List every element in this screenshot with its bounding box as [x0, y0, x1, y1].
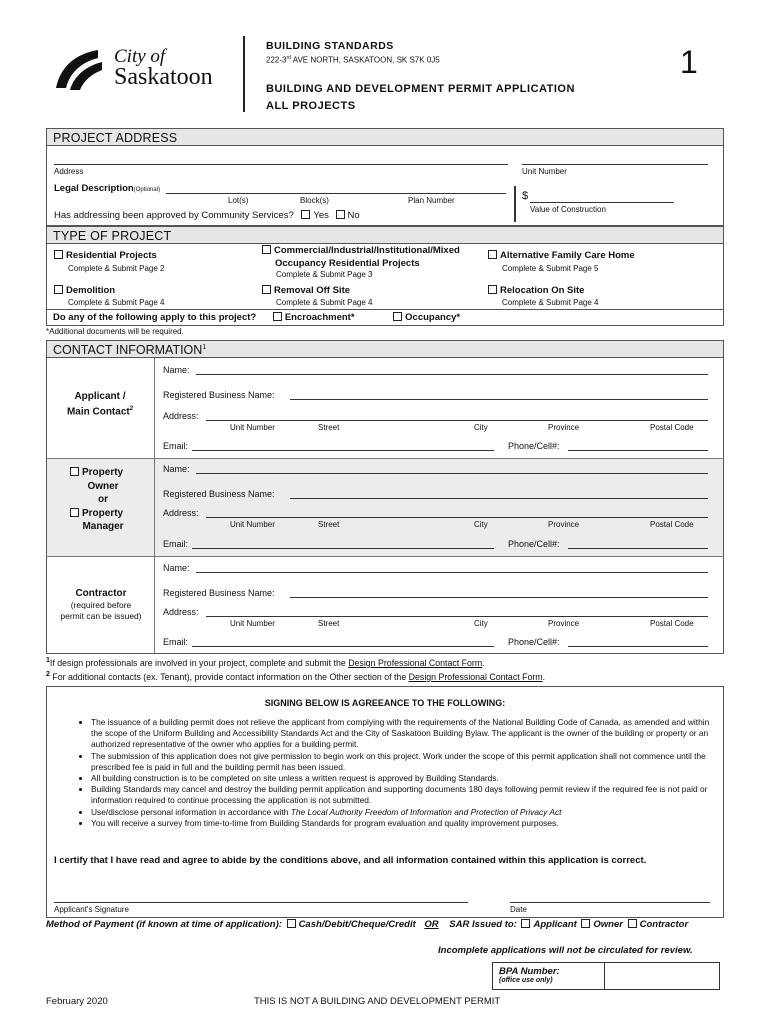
contractor-business-label: Registered Business Name:	[163, 588, 275, 598]
contractor-email-field[interactable]	[192, 646, 494, 647]
residential-checkbox[interactable]	[54, 250, 63, 259]
contractor-phone-label: Phone/Cell#:	[508, 637, 560, 647]
legal-description-field[interactable]	[166, 193, 506, 194]
owner-address-field[interactable]	[206, 517, 708, 518]
removal-sub: Complete & Submit Page 4	[276, 298, 373, 307]
owner-street-label: Street	[318, 520, 340, 529]
property-owner-checkbox[interactable]	[70, 467, 79, 476]
sar-owner-checkbox[interactable]	[581, 919, 590, 928]
term-item: • The issuance of a building permit does not relieve the applicant from complying with the requirements of the National Building Code of Canada, as amended and within the scope of the Uniform Building and Accessibility Standards Act and the City of Saskatoon Building Bylaw. The applicant is the owner of the building or property or an authorized representative of the owner who applies for a building permit.	[91, 717, 718, 751]
addressing-approved-question: Has addressing been approved by Community Services? Yes No	[54, 210, 360, 221]
property-manager-checkbox[interactable]	[70, 508, 79, 517]
dollar-sign: $	[522, 190, 529, 202]
applicant-province-label: Province	[548, 423, 580, 432]
applicant-name-label: Name:	[163, 365, 190, 375]
footnote-2: $^2$ For additional contacts (ex. Tenant), provide contact information on the Other section of the Design Professional Contact Form.	[46, 671, 546, 682]
demolition-sub: Complete & Submit Page 4	[68, 298, 165, 307]
payment-method-row: Method of Payment (if known at time of application): Cash/Debit/Cheque/Credit OR SAR Issued to: Applicant Owner Contractor	[46, 919, 689, 930]
owner-unit-label: Unit Number	[230, 520, 275, 529]
term-item: • Use/disclose personal information in accordance with The Local Authority Freedom of Information and Protection of Privacy Act	[91, 807, 718, 818]
demolition-checkbox[interactable]	[54, 285, 63, 294]
page-number: 1	[680, 44, 698, 80]
contractor-city-label: City	[474, 619, 488, 628]
applicant-street-label: Street	[318, 423, 340, 432]
applicant-city-label: City	[474, 423, 488, 432]
date-field[interactable]	[510, 902, 710, 903]
encroachment-checkbox[interactable]	[273, 312, 282, 321]
contractor-name-label: Name:	[163, 563, 190, 573]
residential-option[interactable]: Residential Projects	[54, 250, 157, 261]
owner-postal-label: Postal Code	[650, 520, 694, 529]
unit-number-label: Unit Number	[522, 167, 567, 176]
residential-sub: Complete & Submit Page 2	[68, 264, 165, 273]
contractor-postal-label: Postal Code	[650, 619, 694, 628]
unit-number-field[interactable]	[522, 164, 708, 165]
contact-divider-1	[46, 458, 724, 459]
relocation-sub: Complete & Submit Page 4	[502, 298, 599, 307]
demolition-option[interactable]: Demolition	[54, 285, 115, 296]
type-of-project-heading: TYPE OF PROJECT	[46, 226, 724, 244]
signature-field[interactable]	[54, 902, 468, 903]
header-divider	[243, 36, 245, 112]
owner-address-label: Address:	[163, 508, 199, 518]
design-professional-link-2[interactable]: Design Professional Contact Form	[408, 671, 543, 682]
relocation-option[interactable]: Relocation On Site	[488, 285, 584, 296]
not-a-permit-notice: THIS IS NOT A BUILDING AND DEVELOPMENT PERMIT	[254, 996, 501, 1007]
lots-label: Lot(s)	[228, 196, 249, 205]
legal-description-label: Legal Description(Optional)	[54, 183, 161, 194]
contractor-address-field[interactable]	[206, 616, 708, 617]
removal-option[interactable]: Removal Off Site	[262, 285, 350, 296]
applicant-email-label: Email:	[163, 441, 189, 451]
bpa-number-label: BPA Number:	[499, 966, 560, 977]
removal-checkbox[interactable]	[262, 285, 271, 294]
owner-name-label: Name:	[163, 464, 190, 474]
contractor-business-field[interactable]	[290, 597, 708, 598]
block-label: Block(s)	[300, 196, 329, 205]
logo-city-of: City of	[114, 46, 166, 67]
contact-divider-2	[46, 556, 724, 557]
owner-phone-field[interactable]	[568, 548, 708, 549]
contractor-unit-label: Unit Number	[230, 619, 275, 628]
logo-saskatoon: Saskatoon	[114, 64, 213, 90]
alternative-family-checkbox[interactable]	[488, 250, 497, 259]
contact-info-heading: CONTACT INFORMATION$^1$	[46, 340, 724, 358]
department-address: 222-3rd AVE NORTH, SASKATOON, SK S7K 0J5	[266, 55, 440, 65]
plan-number-label: Plan Number	[408, 196, 455, 205]
address-label: Address	[54, 167, 84, 176]
relocation-checkbox[interactable]	[488, 285, 497, 294]
signature-label: Applicant's Signature	[54, 905, 129, 914]
form-date: February 2020	[46, 996, 108, 1007]
owner-phone-label: Phone/Cell#:	[508, 539, 560, 549]
commercial-sub: Complete & Submit Page 3	[276, 270, 373, 279]
contractor-name-field[interactable]	[196, 572, 708, 573]
bpa-number-box[interactable]	[492, 962, 720, 990]
applicant-postal-label: Postal Code	[650, 423, 694, 432]
contact-col-divider	[154, 358, 155, 654]
owner-email-field[interactable]	[192, 548, 494, 549]
contractor-street-label: Street	[318, 619, 340, 628]
applicant-phone-field[interactable]	[568, 450, 708, 451]
value-of-construction-label: Value of Construction	[530, 205, 606, 214]
owner-name-field[interactable]	[196, 473, 708, 474]
owner-email-label: Email:	[163, 539, 189, 549]
alternative-family-sub: Complete & Submit Page 5	[502, 264, 599, 273]
applicant-business-label: Registered Business Name:	[163, 390, 275, 400]
form-title: BUILDING AND DEVELOPMENT PERMIT APPLICATION ALL PROJECTS	[266, 83, 575, 112]
owner-province-label: Province	[548, 520, 580, 529]
term-item: • Building Standards may cancel and destroy the building permit application and supporting documents 180 days following permit review if the required fee is not paid or information required to continue processing the application is not submitted.	[91, 784, 718, 806]
yes-checkbox[interactable]	[301, 210, 310, 219]
footnote-1: $^1$If design professionals are involved in your project, complete and submit the Design Professional Contact Form.	[46, 657, 485, 668]
agreement-heading: SIGNING BELOW IS AGREEANCE TO THE FOLLOWING:	[264, 698, 506, 708]
contractor-address-label: Address:	[163, 607, 199, 617]
term-item: • The submission of this application does not give permission to begin work on this project. Work under the scope of this permit application shall not commence until the prescribed fee is paid in full and the building permit has been issued.	[91, 751, 718, 773]
sar-contractor-checkbox[interactable]	[628, 919, 637, 928]
alternative-family-option[interactable]: Alternative Family Care Home	[488, 250, 635, 261]
applicant-label: Applicant / Main Contact$^2$	[66, 391, 134, 418]
applicant-phone-label: Phone/Cell#:	[508, 441, 560, 451]
office-use-label: (office use only)	[499, 977, 553, 984]
cash-checkbox[interactable]	[287, 919, 296, 928]
commercial-checkbox[interactable]	[262, 245, 271, 254]
applicant-email-field[interactable]	[192, 450, 494, 451]
no-checkbox[interactable]	[336, 210, 345, 219]
incomplete-notice: Incomplete applications will not be circulated for review.	[438, 945, 693, 956]
date-label: Date	[510, 905, 527, 914]
value-of-construction-field[interactable]	[530, 202, 674, 203]
following-apply-row: Do any of the following apply to this project? Encroachment* Occupancy*	[46, 310, 724, 326]
address-field[interactable]	[54, 164, 508, 165]
applicant-address-label: Address:	[163, 411, 199, 421]
contractor-label: Contractor (required before permit can be issued)	[60, 588, 142, 621]
occupancy-checkbox[interactable]	[393, 312, 402, 321]
contractor-province-label: Province	[548, 619, 580, 628]
project-address-heading: PROJECT ADDRESS	[46, 128, 724, 146]
design-professional-link-1[interactable]: Design Professional Contact Form	[348, 657, 483, 668]
term-item: • All building construction is to be completed on site unless a written request is approved by Building Standards.	[91, 773, 718, 784]
department-name: BUILDING STANDARDS	[266, 40, 394, 52]
term-item: • You will receive a survey from time-to-time from Building Standards for program evaluation and quality improvement purposes.	[91, 818, 718, 829]
saskatoon-logo-icon	[52, 48, 104, 92]
applicant-business-field[interactable]	[290, 399, 708, 400]
applicant-unit-label: Unit Number	[230, 423, 275, 432]
property-owner-label: Property Owner or Property Manager	[60, 466, 146, 534]
applicant-name-field[interactable]	[196, 374, 708, 375]
owner-city-label: City	[474, 520, 488, 529]
applicant-address-field[interactable]	[206, 420, 708, 421]
sar-applicant-checkbox[interactable]	[521, 919, 530, 928]
contractor-email-label: Email:	[163, 637, 189, 647]
agreement-terms	[46, 717, 718, 829]
additional-documents-note: *Additional documents will be required.	[46, 327, 184, 336]
certify-statement: I certify that I have read and agree to abide by the conditions above, and all information contained within this application is correct.	[54, 855, 647, 866]
city-logo	[52, 48, 232, 98]
owner-business-label: Registered Business Name:	[163, 489, 275, 499]
owner-business-field[interactable]	[290, 498, 708, 499]
commercial-option[interactable]: Commercial/Industrial/Institutional/Mixed Occupancy Residential Projects	[262, 244, 460, 270]
contractor-phone-field[interactable]	[568, 646, 708, 647]
value-box	[514, 186, 516, 222]
